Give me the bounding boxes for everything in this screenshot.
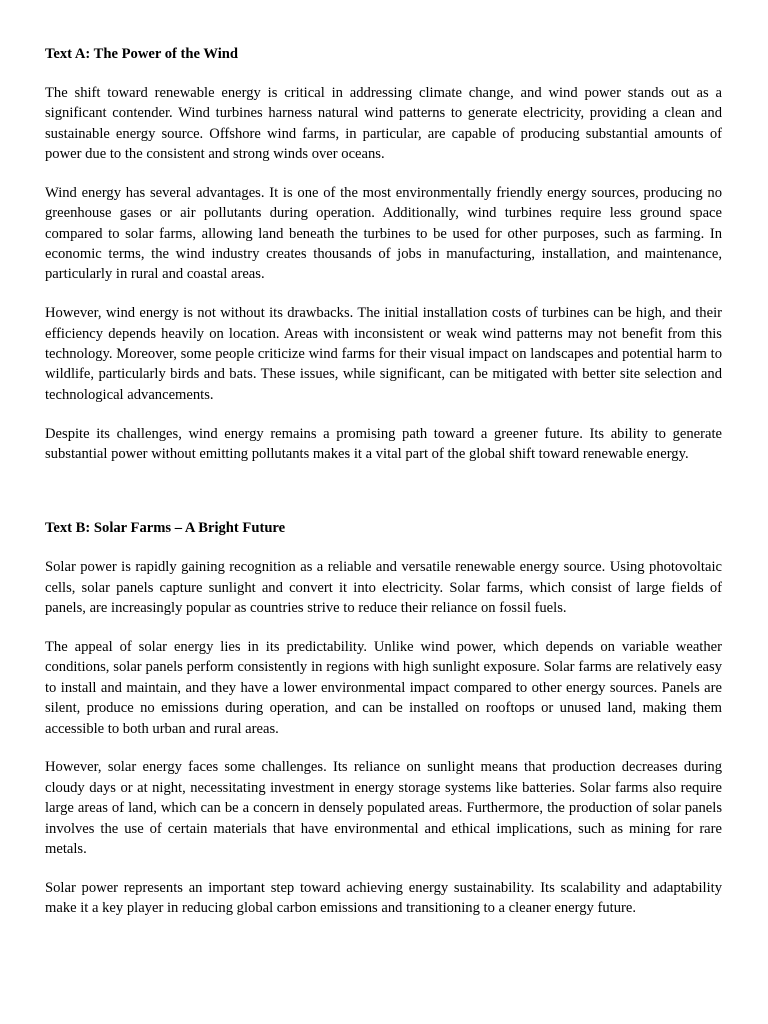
document-page [45,44,722,937]
text-b-title: Text B: Solar Farms – A Bright Future [45,520,286,537]
text-b-paragraph-2: The appeal of solar energy lies in its predictability. Unlike wind power, which depends on variable weather conditions, solar panels perform consistently in regions with high sunlight exposure. Solar farms are relatively easy to install and maintain, and they have a lower environmental impact compared to other energy sources. Panels are silent, produce no emissions during operation, and can be installed on rooftops or unused land, making them accessible to both urban and rural areas. [45,638,722,737]
text-b-paragraph-1: Solar power is rapidly gaining recognition as a reliable and versatile renewable energy source. Using photovoltaic cells, solar panels capture sunlight and convert it into electricity. Solar farms, which consist of large fields of panels, are increasingly popular as countries strive to reduce their reliance on fossil fuels. [45,559,722,617]
text-b-section [45,518,722,918]
text-a-paragraph-4: Despite its challenges, wind energy remains a promising path toward a greener future. Its ability to generate substantial power without emitting pollutants makes it a vital part of the global shift toward renewable energy. [45,425,722,463]
text-a-paragraph-3: However, wind energy is not without its drawbacks. The initial installation costs of turbines can be high, and their efficiency depends heavily on location. Areas with inconsistent or weak wind patterns may not benefit from this technology. Moreover, some people criticize wind farms for their visual impact on landscapes and potential harm to wildlife, particularly birds and bats. These issues, while significant, can be mitigated with better site selection and technological advancements. [45,305,722,403]
text-b-paragraph-3: However, solar energy faces some challenges. Its reliance on sunlight means that production decreases during cloudy days or at night, necessitating investment in energy storage systems like batteries. Solar farms also require large areas of land, which can be a concern in densely populated areas. Furthermore, the production of solar panels involves the use of certain materials that have environmental and ethical implications, such as mining for rare metals. [45,759,722,857]
text-a-title: Text A: The Power of the Wind [45,46,238,62]
text-a-paragraph-2: Wind energy has several advantages. It is one of the most environmentally friendly energy sources, producing no greenhouse gases or air pollutants during operation. Additionally, wind turbines require less ground space compared to solar farms, allowing land beneath the turbines to be used for other purposes, such as farming. In economic terms, the wind industry creates thousands of jobs in manufacturing, installation, and maintenance, particularly in rural and coastal areas. [45,184,722,283]
text-a-paragraph-1: The shift toward renewable energy is critical in addressing climate change, and wind power stands out as a significant contender. Wind turbines harness natural wind patterns to generate electricity, providing a clean and sustainable energy source. Offshore wind farms, in particular, are capable of producing substantial amounts of power due to the consistent and strong winds over oceans. [45,84,722,163]
text-b-paragraph-4: Solar power represents an important step toward achieving energy sustainability. Its scalability and adaptability make it a key player in reducing global carbon emissions and transitioning to a cleaner energy future. [45,879,722,917]
text-a-section [45,44,722,464]
